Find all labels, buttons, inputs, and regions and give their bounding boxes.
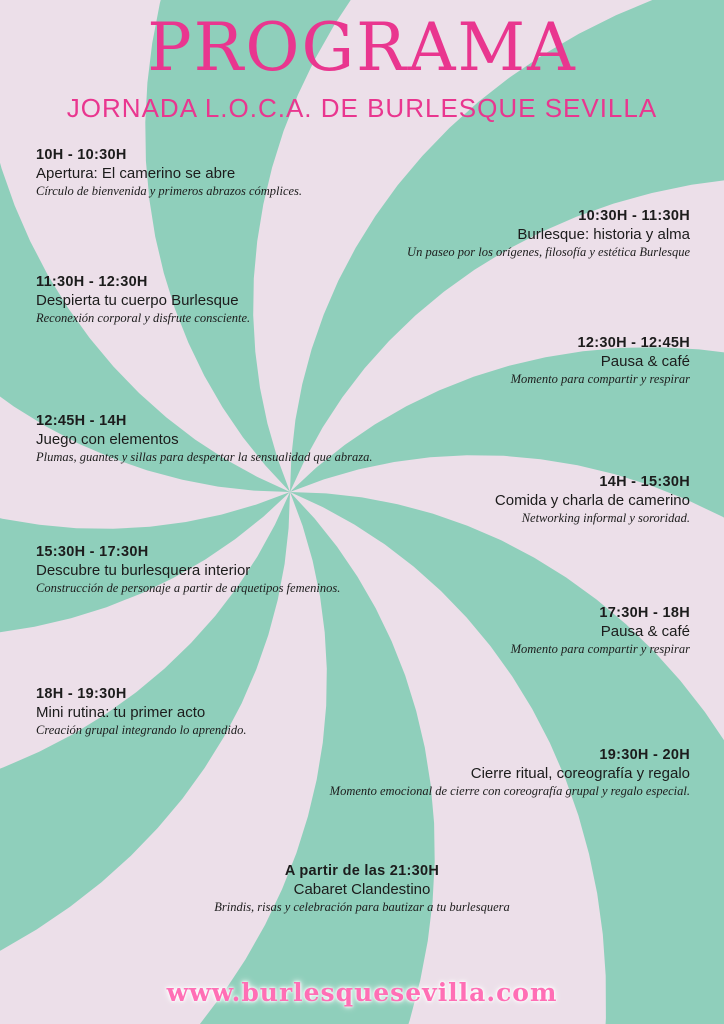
schedule-item xyxy=(36,146,302,200)
schedule-item xyxy=(36,543,340,597)
page-title: PROGRAMA xyxy=(147,9,577,86)
event-description: Círculo de bienvenida y primeros abrazos cómplices. xyxy=(36,184,303,198)
event-title: Pausa & café xyxy=(600,623,690,640)
event-time: 15:30H - 17:30H xyxy=(36,544,149,560)
event-title: Juego con elementos xyxy=(36,431,179,448)
event-description: Plumas, guantes y sillas para despertar la sensualidad que abraza. xyxy=(36,450,373,464)
page-subtitle: JORNADA L.O.C.A. DE BURLESQUE SEVILLA xyxy=(66,93,658,123)
event-description: Reconexión corporal y disfrute consciente. xyxy=(36,311,251,325)
schedule-item xyxy=(407,207,690,261)
website-link[interactable]: www.burlesquesevilla.com xyxy=(166,978,558,1007)
event-time: 10H - 10:30H xyxy=(36,147,127,163)
schedule-item xyxy=(511,604,690,658)
event-title: Comida y charla de camerino xyxy=(494,492,690,509)
event-description: Networking informal y sororidad. xyxy=(521,511,690,525)
event-title: Mini rutina: tu primer acto xyxy=(36,704,206,721)
event-title: Burlesque: historia y alma xyxy=(517,226,690,243)
event-description: Momento para compartir y respirar xyxy=(510,372,690,386)
event-description: Creación grupal integrando lo aprendido. xyxy=(36,723,247,737)
event-title: Cierre ritual, coreografía y regalo xyxy=(470,765,690,782)
event-description: Momento para compartir y respirar xyxy=(510,642,690,656)
event-time: 18H - 19:30H xyxy=(36,686,127,702)
event-time: A partir de las 21:30H xyxy=(284,863,440,879)
event-time: 12:45H - 14H xyxy=(36,413,127,429)
schedule-item xyxy=(36,412,372,466)
event-description: Brindis, risas y celebración para bautizar a tu burlesquera xyxy=(214,900,510,914)
event-description: Momento emocional de cierre con coreografía grupal y regalo especial. xyxy=(329,784,690,798)
schedule-item xyxy=(36,685,247,739)
event-time: 10:30H - 11:30H xyxy=(578,208,690,224)
event-time: 14H - 15:30H xyxy=(599,474,690,490)
event-time: 11:30H - 12:30H xyxy=(36,274,148,290)
schedule-item xyxy=(330,746,690,800)
event-time: 12:30H - 12:45H xyxy=(577,335,690,351)
schedule-item xyxy=(36,273,250,327)
event-title: Despierta tu cuerpo Burlesque xyxy=(36,292,239,309)
event-description: Construcción de personaje a partir de arquetipos femeninos. xyxy=(36,581,341,595)
event-time: 19:30H - 20H xyxy=(599,747,690,763)
event-title: Pausa & café xyxy=(600,353,690,370)
event-title: Apertura: El camerino se abre xyxy=(36,165,236,182)
event-title: Cabaret Clandestino xyxy=(293,881,431,898)
schedule-item xyxy=(511,334,690,388)
event-time: 17:30H - 18H xyxy=(599,605,690,621)
schedule-item xyxy=(495,473,690,527)
schedule-item-evening xyxy=(0,862,724,916)
event-title: Descubre tu burlesquera interior xyxy=(36,562,251,579)
event-description: Un paseo por los orígenes, filosofía y estética Burlesque xyxy=(407,245,690,259)
